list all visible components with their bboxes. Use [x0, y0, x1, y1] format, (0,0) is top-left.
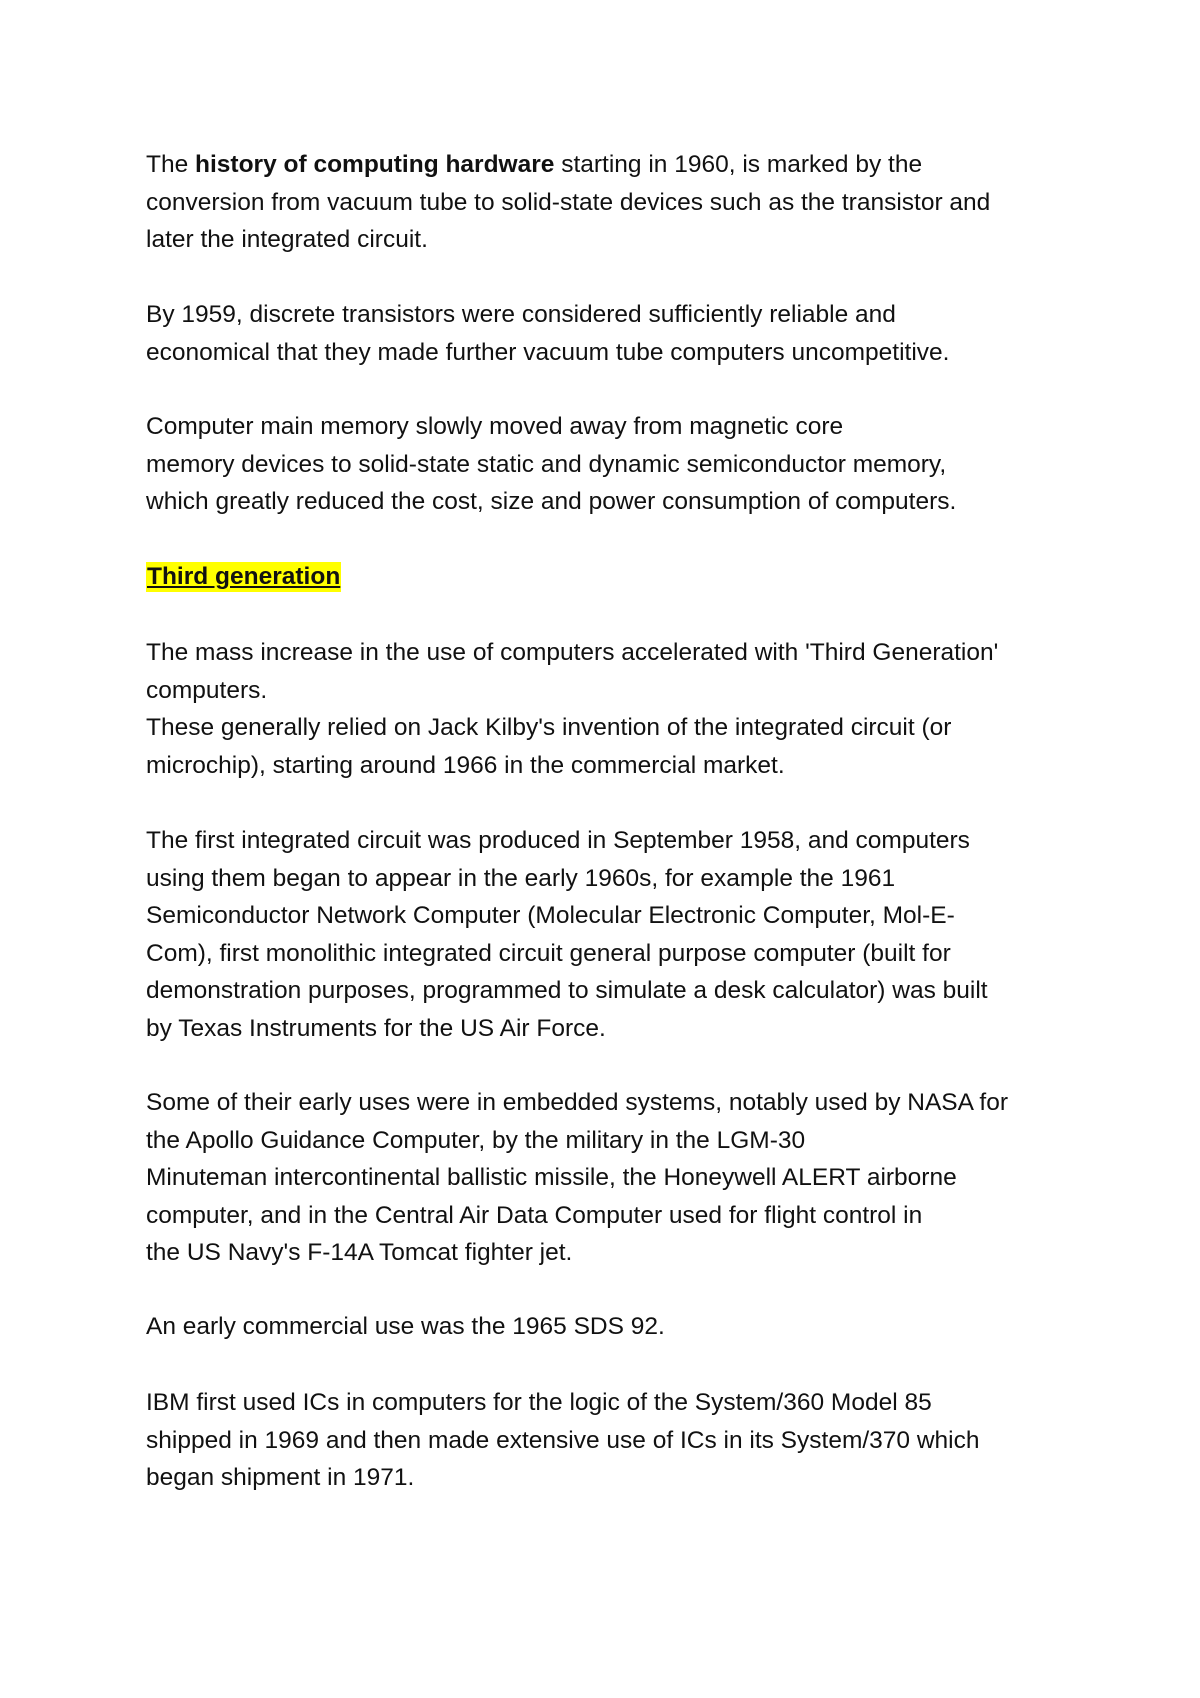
paragraph-line: These generally relied on Jack Kilby's invention of the integrated circuit (or	[146, 714, 952, 741]
paragraph-line: The first integrated circuit was produced in September 1958, and computers	[146, 827, 970, 854]
paragraph-line: by Texas Instruments for the US Air Force.	[146, 1014, 606, 1042]
section-heading-block	[146, 558, 1076, 596]
paragraph-line: using them began to appear in the early 1960s, for example the 1961	[146, 864, 896, 892]
paragraph-line: began shipment in 1971.	[146, 1464, 415, 1491]
paragraph-commercial-use	[146, 1308, 1076, 1346]
paragraph-line: memory devices to solid-state static and dynamic semiconductor memory,	[146, 450, 947, 478]
paragraph-line: Semiconductor Network Computer (Molecular Electronic Computer, Mol-E-	[146, 902, 955, 929]
paragraph-line: economical that they made further vacuum tube computers uncompetitive.	[146, 338, 950, 366]
paragraph-line: later the integrated circuit.	[146, 226, 428, 253]
bold-term: history of computing hardware	[195, 151, 555, 178]
paragraph-early-uses	[146, 1084, 1076, 1272]
paragraph-line: demonstration purposes, programmed to simulate a desk calculator) was built	[146, 977, 988, 1004]
paragraph-line: By 1959, discrete transistors were considered sufficiently reliable and	[146, 301, 896, 328]
paragraph-line: The mass increase in the use of computers accelerated with 'Third Generation'	[146, 639, 999, 666]
section-heading: Third generation	[147, 563, 341, 590]
paragraph-ibm	[146, 1384, 1076, 1497]
paragraph-line: microchip), starting around 1966 in the commercial market.	[146, 751, 785, 779]
paragraph-line: An early commercial use was the 1965 SDS 92.	[146, 1313, 665, 1340]
paragraph-line: conversion from vacuum tube to solid-state devices such as the transistor and	[146, 188, 991, 216]
paragraph-line: the US Navy's F-14A Tomcat fighter jet.	[146, 1239, 573, 1266]
paragraph-line: the Apollo Guidance Computer, by the military in the LGM-30	[146, 1126, 806, 1154]
paragraph-line: IBM first used ICs in computers for the logic of the System/360 Model 85	[146, 1389, 932, 1416]
paragraph-transistors	[146, 296, 1076, 371]
paragraph-line: Minuteman intercontinental ballistic missile, the Honeywell ALERT airborne	[146, 1164, 957, 1191]
paragraph-line: which greatly reduced the cost, size and power consumption of computers.	[146, 488, 957, 515]
paragraph-line: Computer main memory slowly moved away from magnetic core	[146, 413, 844, 440]
paragraph-line	[146, 146, 1076, 184]
paragraph-line: Com), first monolithic integrated circuit general purpose computer (built for	[146, 939, 951, 967]
paragraph-first-ic	[146, 822, 1076, 1047]
text-run: starting in 1960, is marked by the	[554, 151, 923, 178]
paragraph-line: Some of their early uses were in embedded systems, notably used by NASA for	[146, 1089, 1009, 1116]
paragraph-memory	[146, 408, 1076, 521]
paragraph-line: computers.	[146, 676, 268, 704]
paragraph-line: shipped in 1969 and then made extensive use of ICs in its System/370 which	[146, 1426, 980, 1454]
paragraph-third-generation	[146, 634, 1076, 784]
paragraph-line: computer, and in the Central Air Data Computer used for flight control in	[146, 1201, 923, 1229]
text-run: The	[146, 151, 196, 178]
paragraph-intro	[146, 146, 1076, 259]
